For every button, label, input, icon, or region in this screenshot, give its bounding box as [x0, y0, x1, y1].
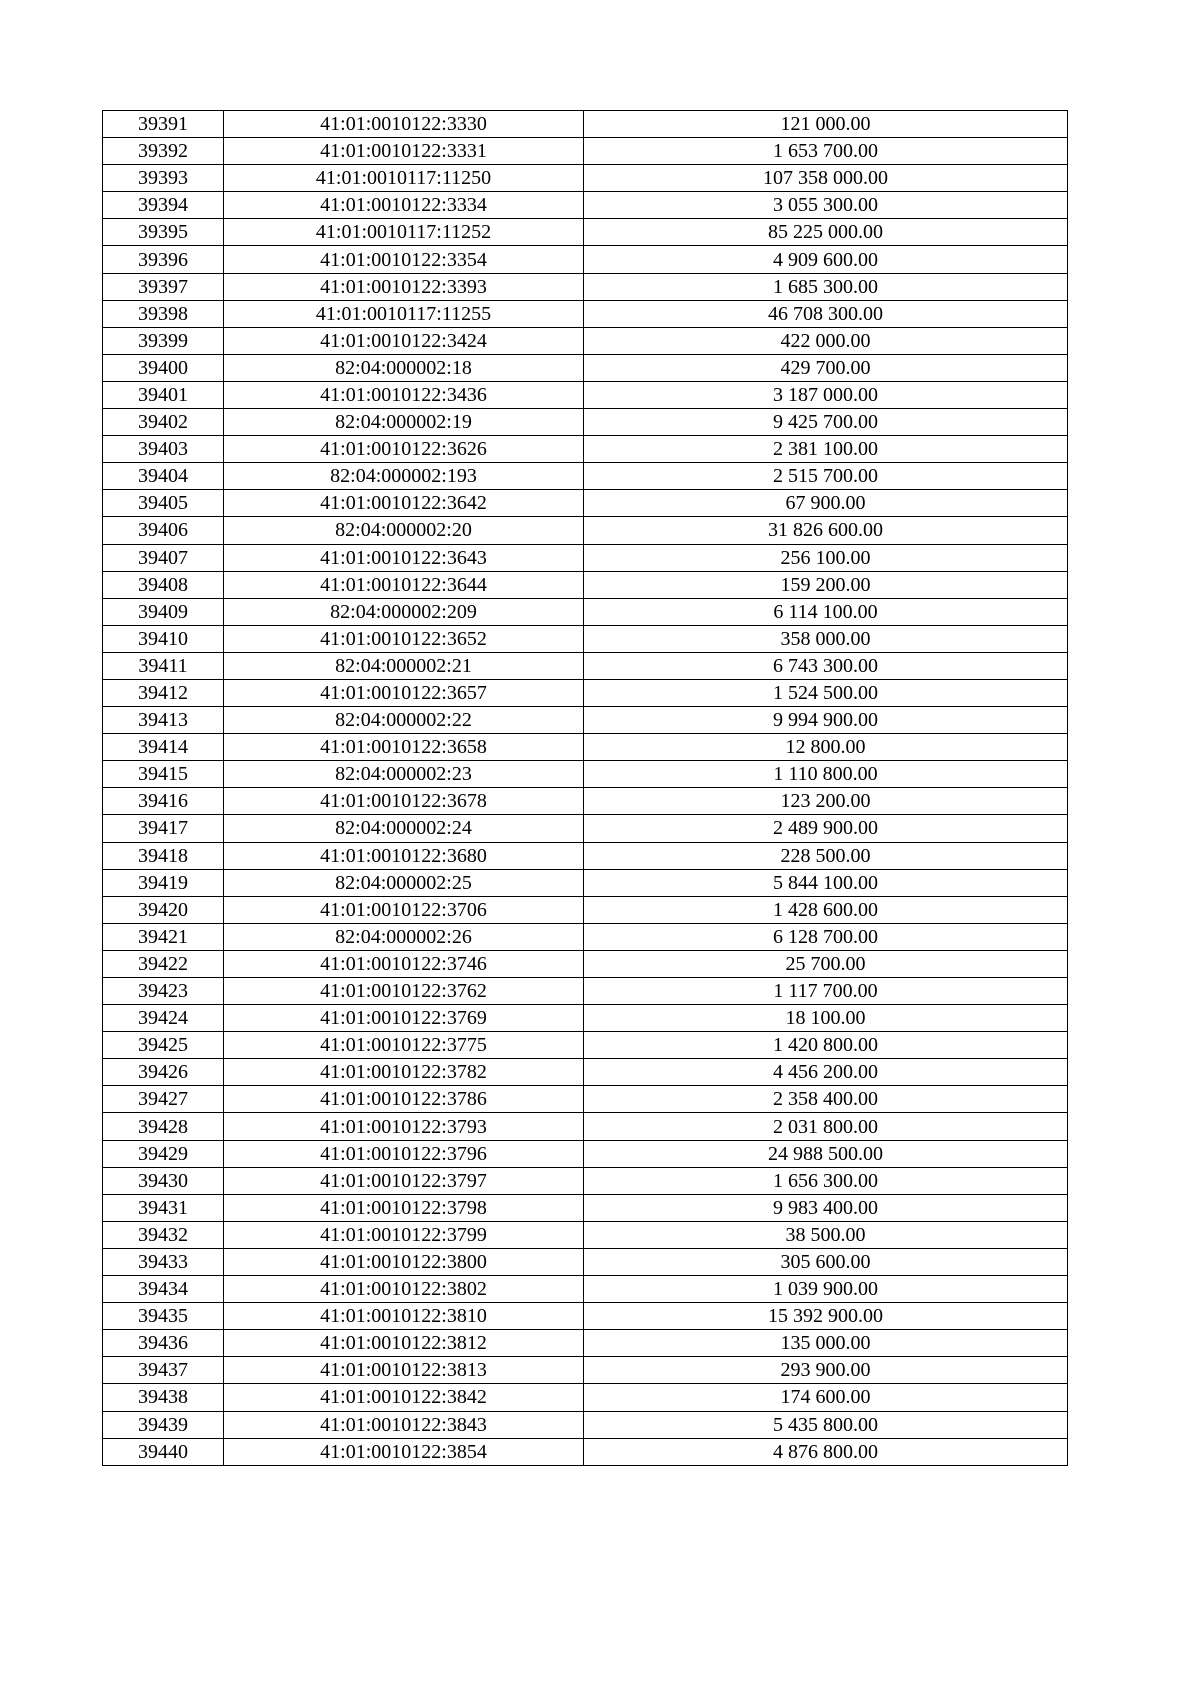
- row-number-cell: 39409: [103, 598, 224, 625]
- row-number-cell: 39428: [103, 1113, 224, 1140]
- row-number-cell: 39427: [103, 1086, 224, 1113]
- row-number-cell: 39438: [103, 1384, 224, 1411]
- table-row: [103, 138, 1068, 165]
- cadastral-number-cell: 41:01:0010122:3782: [224, 1059, 584, 1086]
- table-row: [103, 842, 1068, 869]
- row-number-cell: 39419: [103, 869, 224, 896]
- table-row: [103, 246, 1068, 273]
- row-number-cell: 39432: [103, 1221, 224, 1248]
- cadastral-number-cell: 82:04:000002:19: [224, 409, 584, 436]
- row-number-cell: 39395: [103, 219, 224, 246]
- value-cell: 2 031 800.00: [584, 1113, 1068, 1140]
- cadastral-number-cell: 41:01:0010122:3680: [224, 842, 584, 869]
- cadastral-number-cell: 82:04:000002:25: [224, 869, 584, 896]
- table-row: [103, 409, 1068, 436]
- table-row: [103, 1330, 1068, 1357]
- row-number-cell: 39417: [103, 815, 224, 842]
- value-cell: 3 055 300.00: [584, 192, 1068, 219]
- value-cell: 1 039 900.00: [584, 1276, 1068, 1303]
- row-number-cell: 39418: [103, 842, 224, 869]
- cadastral-number-cell: 41:01:0010122:3813: [224, 1357, 584, 1384]
- cadastral-number-cell: 41:01:0010122:3643: [224, 544, 584, 571]
- row-number-cell: 39431: [103, 1194, 224, 1221]
- cadastral-number-cell: 41:01:0010122:3330: [224, 111, 584, 138]
- row-number-cell: 39439: [103, 1411, 224, 1438]
- value-cell: 123 200.00: [584, 788, 1068, 815]
- table-row: [103, 192, 1068, 219]
- cadastral-number-cell: 41:01:0010122:3354: [224, 246, 584, 273]
- value-cell: 1 110 800.00: [584, 761, 1068, 788]
- cadastral-number-cell: 41:01:0010122:3797: [224, 1167, 584, 1194]
- value-cell: 24 988 500.00: [584, 1140, 1068, 1167]
- cadastral-number-cell: 41:01:0010122:3762: [224, 978, 584, 1005]
- row-number-cell: 39413: [103, 707, 224, 734]
- row-number-cell: 39429: [103, 1140, 224, 1167]
- row-number-cell: 39397: [103, 273, 224, 300]
- table-row: [103, 679, 1068, 706]
- table-row: [103, 923, 1068, 950]
- cadastral-number-cell: 82:04:000002:20: [224, 517, 584, 544]
- cadastral-number-cell: 41:01:0010122:3424: [224, 327, 584, 354]
- row-number-cell: 39404: [103, 463, 224, 490]
- cadastral-number-cell: 82:04:000002:23: [224, 761, 584, 788]
- row-number-cell: 39423: [103, 978, 224, 1005]
- value-cell: 2 515 700.00: [584, 463, 1068, 490]
- value-cell: 67 900.00: [584, 490, 1068, 517]
- table-row: [103, 1438, 1068, 1465]
- cadastral-number-cell: 82:04:000002:209: [224, 598, 584, 625]
- cadastral-number-cell: 41:01:0010122:3746: [224, 950, 584, 977]
- cadastral-number-cell: 41:01:0010117:11252: [224, 219, 584, 246]
- cadastral-number-cell: 41:01:0010122:3799: [224, 1221, 584, 1248]
- table-row: [103, 869, 1068, 896]
- table-row: [103, 978, 1068, 1005]
- value-cell: 6 128 700.00: [584, 923, 1068, 950]
- cadastral-number-cell: 41:01:0010122:3436: [224, 381, 584, 408]
- table-row: [103, 300, 1068, 327]
- table-row: [103, 327, 1068, 354]
- cadastral-number-cell: 82:04:000002:193: [224, 463, 584, 490]
- cadastral-number-cell: 41:01:0010122:3786: [224, 1086, 584, 1113]
- table-row: [103, 815, 1068, 842]
- row-number-cell: 39433: [103, 1248, 224, 1275]
- cadastral-number-cell: 41:01:0010122:3854: [224, 1438, 584, 1465]
- table-row: [103, 1059, 1068, 1086]
- row-number-cell: 39393: [103, 165, 224, 192]
- row-number-cell: 39424: [103, 1005, 224, 1032]
- table-row: [103, 1384, 1068, 1411]
- cadastral-number-cell: 41:01:0010122:3678: [224, 788, 584, 815]
- cadastral-number-cell: 41:01:0010122:3644: [224, 571, 584, 598]
- cadastral-number-cell: 41:01:0010122:3802: [224, 1276, 584, 1303]
- value-cell: 25 700.00: [584, 950, 1068, 977]
- value-cell: 4 456 200.00: [584, 1059, 1068, 1086]
- cadastral-number-cell: 41:01:0010122:3652: [224, 625, 584, 652]
- cadastral-number-cell: 82:04:000002:18: [224, 354, 584, 381]
- value-cell: 85 225 000.00: [584, 219, 1068, 246]
- cadastral-number-cell: 41:01:0010117:11250: [224, 165, 584, 192]
- table-row: [103, 219, 1068, 246]
- value-cell: 422 000.00: [584, 327, 1068, 354]
- table-row: [103, 598, 1068, 625]
- value-cell: 1 428 600.00: [584, 896, 1068, 923]
- value-cell: 2 358 400.00: [584, 1086, 1068, 1113]
- table-row: [103, 1357, 1068, 1384]
- value-cell: 1 420 800.00: [584, 1032, 1068, 1059]
- table-row: [103, 165, 1068, 192]
- table-row: [103, 761, 1068, 788]
- value-cell: 1 117 700.00: [584, 978, 1068, 1005]
- row-number-cell: 39415: [103, 761, 224, 788]
- row-number-cell: 39412: [103, 679, 224, 706]
- table-row: [103, 517, 1068, 544]
- row-number-cell: 39400: [103, 354, 224, 381]
- cadastral-number-cell: 41:01:0010122:3657: [224, 679, 584, 706]
- value-cell: 1 524 500.00: [584, 679, 1068, 706]
- row-number-cell: 39437: [103, 1357, 224, 1384]
- row-number-cell: 39421: [103, 923, 224, 950]
- cadastral-number-cell: 41:01:0010122:3810: [224, 1303, 584, 1330]
- table-row: [103, 1411, 1068, 1438]
- cadastral-value-table: [102, 110, 1068, 1466]
- cadastral-number-cell: 41:01:0010122:3800: [224, 1248, 584, 1275]
- table-row: [103, 571, 1068, 598]
- cadastral-number-cell: 41:01:0010122:3642: [224, 490, 584, 517]
- value-cell: 293 900.00: [584, 1357, 1068, 1384]
- value-cell: 1 685 300.00: [584, 273, 1068, 300]
- cadastral-number-cell: 41:01:0010122:3626: [224, 436, 584, 463]
- table-body: [103, 111, 1068, 1466]
- value-cell: 6 114 100.00: [584, 598, 1068, 625]
- row-number-cell: 39410: [103, 625, 224, 652]
- table-row: [103, 1248, 1068, 1275]
- value-cell: 18 100.00: [584, 1005, 1068, 1032]
- cadastral-number-cell: 41:01:0010122:3793: [224, 1113, 584, 1140]
- cadastral-number-cell: 41:01:0010122:3812: [224, 1330, 584, 1357]
- value-cell: 38 500.00: [584, 1221, 1068, 1248]
- cadastral-number-cell: 41:01:0010122:3706: [224, 896, 584, 923]
- value-cell: 4 909 600.00: [584, 246, 1068, 273]
- table-row: [103, 381, 1068, 408]
- value-cell: 5 844 100.00: [584, 869, 1068, 896]
- row-number-cell: 39434: [103, 1276, 224, 1303]
- row-number-cell: 39411: [103, 652, 224, 679]
- cadastral-number-cell: 41:01:0010122:3393: [224, 273, 584, 300]
- table-row: [103, 463, 1068, 490]
- table-row: [103, 625, 1068, 652]
- row-number-cell: 39414: [103, 734, 224, 761]
- row-number-cell: 39407: [103, 544, 224, 571]
- value-cell: 12 800.00: [584, 734, 1068, 761]
- value-cell: 2 381 100.00: [584, 436, 1068, 463]
- row-number-cell: 39405: [103, 490, 224, 517]
- row-number-cell: 39422: [103, 950, 224, 977]
- row-number-cell: 39416: [103, 788, 224, 815]
- row-number-cell: 39408: [103, 571, 224, 598]
- table-row: [103, 354, 1068, 381]
- row-number-cell: 39391: [103, 111, 224, 138]
- table-row: [103, 1303, 1068, 1330]
- value-cell: 1 653 700.00: [584, 138, 1068, 165]
- cadastral-number-cell: 41:01:0010117:11255: [224, 300, 584, 327]
- table-row: [103, 788, 1068, 815]
- row-number-cell: 39425: [103, 1032, 224, 1059]
- table-row: [103, 896, 1068, 923]
- cadastral-number-cell: 82:04:000002:26: [224, 923, 584, 950]
- value-cell: 3 187 000.00: [584, 381, 1068, 408]
- cadastral-number-cell: 41:01:0010122:3769: [224, 1005, 584, 1032]
- value-cell: 4 876 800.00: [584, 1438, 1068, 1465]
- row-number-cell: 39430: [103, 1167, 224, 1194]
- value-cell: 1 656 300.00: [584, 1167, 1068, 1194]
- value-cell: 228 500.00: [584, 842, 1068, 869]
- table-row: [103, 436, 1068, 463]
- value-cell: 9 425 700.00: [584, 409, 1068, 436]
- value-cell: 305 600.00: [584, 1248, 1068, 1275]
- table-row: [103, 1221, 1068, 1248]
- table-row: [103, 273, 1068, 300]
- table-row: [103, 652, 1068, 679]
- table-row: [103, 1140, 1068, 1167]
- cadastral-number-cell: 41:01:0010122:3843: [224, 1411, 584, 1438]
- table-row: [103, 1167, 1068, 1194]
- cadastral-number-cell: 41:01:0010122:3331: [224, 138, 584, 165]
- cadastral-number-cell: 82:04:000002:24: [224, 815, 584, 842]
- value-cell: 9 983 400.00: [584, 1194, 1068, 1221]
- cadastral-number-cell: 41:01:0010122:3796: [224, 1140, 584, 1167]
- value-cell: 429 700.00: [584, 354, 1068, 381]
- row-number-cell: 39401: [103, 381, 224, 408]
- cadastral-number-cell: 41:01:0010122:3775: [224, 1032, 584, 1059]
- value-cell: 5 435 800.00: [584, 1411, 1068, 1438]
- table-row: [103, 1086, 1068, 1113]
- value-cell: 135 000.00: [584, 1330, 1068, 1357]
- cadastral-number-cell: 41:01:0010122:3798: [224, 1194, 584, 1221]
- table-row: [103, 1113, 1068, 1140]
- row-number-cell: 39396: [103, 246, 224, 273]
- value-cell: 2 489 900.00: [584, 815, 1068, 842]
- table-row: [103, 490, 1068, 517]
- row-number-cell: 39440: [103, 1438, 224, 1465]
- value-cell: 6 743 300.00: [584, 652, 1068, 679]
- value-cell: 256 100.00: [584, 544, 1068, 571]
- table-row: [103, 1276, 1068, 1303]
- value-cell: 31 826 600.00: [584, 517, 1068, 544]
- value-cell: 121 000.00: [584, 111, 1068, 138]
- value-cell: 9 994 900.00: [584, 707, 1068, 734]
- cadastral-number-cell: 82:04:000002:22: [224, 707, 584, 734]
- row-number-cell: 39435: [103, 1303, 224, 1330]
- table-row: [103, 1194, 1068, 1221]
- row-number-cell: 39403: [103, 436, 224, 463]
- table-row: [103, 111, 1068, 138]
- row-number-cell: 39402: [103, 409, 224, 436]
- cadastral-number-cell: 41:01:0010122:3334: [224, 192, 584, 219]
- cadastral-number-cell: 82:04:000002:21: [224, 652, 584, 679]
- table-row: [103, 950, 1068, 977]
- value-cell: 174 600.00: [584, 1384, 1068, 1411]
- row-number-cell: 39394: [103, 192, 224, 219]
- table-row: [103, 544, 1068, 571]
- table-row: [103, 707, 1068, 734]
- value-cell: 159 200.00: [584, 571, 1068, 598]
- value-cell: 15 392 900.00: [584, 1303, 1068, 1330]
- table-row: [103, 734, 1068, 761]
- table-row: [103, 1032, 1068, 1059]
- row-number-cell: 39406: [103, 517, 224, 544]
- value-cell: 107 358 000.00: [584, 165, 1068, 192]
- row-number-cell: 39426: [103, 1059, 224, 1086]
- table-row: [103, 1005, 1068, 1032]
- cadastral-number-cell: 41:01:0010122:3658: [224, 734, 584, 761]
- cadastral-number-cell: 41:01:0010122:3842: [224, 1384, 584, 1411]
- row-number-cell: 39398: [103, 300, 224, 327]
- value-cell: 358 000.00: [584, 625, 1068, 652]
- value-cell: 46 708 300.00: [584, 300, 1068, 327]
- row-number-cell: 39420: [103, 896, 224, 923]
- row-number-cell: 39399: [103, 327, 224, 354]
- row-number-cell: 39392: [103, 138, 224, 165]
- row-number-cell: 39436: [103, 1330, 224, 1357]
